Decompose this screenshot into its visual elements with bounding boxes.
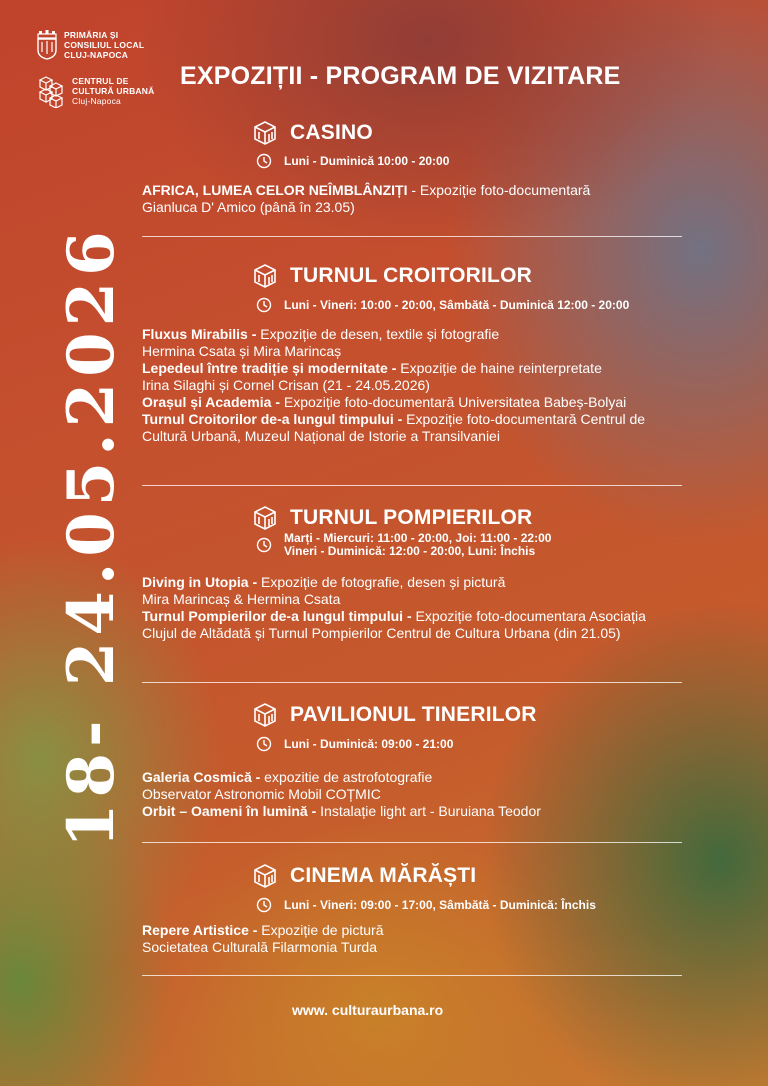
desc-line: Turnul Croitorilor de-a lungul timpului - Expoziție foto-documentară Centrul de <box>142 411 646 427</box>
primaria-line-1: PRIMĂRIA ȘI <box>64 30 119 40</box>
desc-line: Observator Astronomic Mobil COȚMIC <box>142 786 381 802</box>
hours-line: Marți - Miercuri: 11:00 - 20:00, Joi: 11:00 - 22:00 <box>284 531 552 545</box>
venue-description <box>142 922 732 956</box>
venue-description <box>142 769 732 820</box>
hours-line: Luni - Vineri: 09:00 - 17:00, Sâmbătă - Duminică: Închis <box>284 897 596 912</box>
desc-line: Turnul Pompierilor de-a lungul timpului - Expoziție foto-documentara Asociația <box>142 608 646 624</box>
venue-header-pavilionul-tinerilor <box>252 702 537 728</box>
venue-description <box>142 574 732 642</box>
divider <box>142 975 682 976</box>
venue-name: TURNUL POMPIERILOR <box>290 506 533 529</box>
city-crest-icon <box>36 30 58 60</box>
building-cube-icon <box>252 702 278 728</box>
desc-line: Lepedeul între tradiție și modernitate - Expoziție de haine reinterpretate <box>142 360 602 376</box>
clock-icon <box>256 297 272 313</box>
divider <box>142 236 682 237</box>
venue-hours <box>256 297 629 313</box>
venue-header-cinema-marasti <box>252 863 476 889</box>
building-cube-icon <box>252 120 278 146</box>
building-cube-icon <box>252 863 278 889</box>
venue-header-turnul-croitorilor <box>252 263 532 289</box>
desc-line: Orașul și Academia - Expoziție foto-documentară Universitatea Babeș-Bolyai <box>142 394 627 410</box>
page-title: EXPOZIȚII - PROGRAM DE VIZITARE <box>180 62 621 90</box>
building-cube-icon <box>252 505 278 531</box>
desc-line: Fluxus Mirabilis - Expoziție de desen, textile și fotografie <box>142 326 500 342</box>
venue-hours <box>256 532 551 558</box>
divider <box>142 485 682 486</box>
desc-line: Clujul de Altădată și Turnul Pompierilor Centrul de Cultura Urbana (din 21.05) <box>142 625 621 641</box>
building-cube-icon <box>252 263 278 289</box>
desc-line: AFRICA, LUMEA CELOR NEÎMBLÂNZIȚI - Expoziție foto-documentară <box>142 182 591 198</box>
venue-hours <box>256 897 596 913</box>
venue-header-casino <box>252 120 373 146</box>
venue-name: CINEMA MĂRĂȘTI <box>290 864 477 887</box>
venue-header-turnul-pompierilor <box>252 505 532 531</box>
desc-line: Orbit – Oameni în lumină - Instalație light art - Buruiana Teodor <box>142 803 541 819</box>
desc-line: Galeria Cosmică - expozitie de astrofotografie <box>142 769 433 785</box>
primaria-line-2: CONSILIUL LOCAL <box>64 40 145 50</box>
desc-line: Repere Artistice - Expoziție de pictură <box>142 922 384 938</box>
centrul-line-3: Cluj-Napoca <box>72 96 121 106</box>
desc-line: Irina Silaghi și Cornel Crisan (21 - 24.05.2026) <box>142 377 430 393</box>
venue-name: CASINO <box>290 121 373 144</box>
desc-line: Hermina Csata și Mira Marincaș <box>142 343 342 359</box>
venue-description <box>142 182 732 216</box>
venue-description <box>142 326 732 445</box>
desc-line: Diving in Utopia - Expoziție de fotografie, desen și pictură <box>142 574 506 590</box>
venue-hours <box>256 736 453 752</box>
desc-line: Cultură Urbană, Muzeul Național de Istorie a Transilvaniei <box>142 428 500 444</box>
hours-line: Luni - Duminică 10:00 - 20:00 <box>284 153 450 168</box>
clock-icon <box>256 897 272 913</box>
primaria-logo <box>36 30 154 60</box>
centrul-logo <box>36 74 154 108</box>
primaria-line-3: CLUJ-NAPOCA <box>64 50 129 60</box>
hours-line: Luni - Duminică: 09:00 - 21:00 <box>284 736 454 751</box>
hours-line: Luni - Vineri: 10:00 - 20:00, Sâmbătă - Duminică 12:00 - 20:00 <box>284 297 630 312</box>
centrul-line-1: CENTRUL DE <box>72 76 129 86</box>
clock-icon <box>256 153 272 169</box>
divider <box>142 842 682 843</box>
desc-line: Mira Marincaș & Hermina Csata <box>142 591 341 607</box>
desc-line: Societatea Culturală Filarmonia Turda <box>142 939 378 955</box>
cubes-logo-icon <box>36 74 66 108</box>
centrul-line-2: CULTURĂ URBANĂ <box>72 86 155 96</box>
clock-icon <box>256 537 272 553</box>
clock-icon <box>256 736 272 752</box>
website-link[interactable]: www. culturaurbana.ro <box>292 1002 444 1018</box>
venue-name: PAVILIONUL TINERILOR <box>290 703 537 726</box>
desc-line: Gianluca D' Amico (până în 23.05) <box>142 199 355 215</box>
venue-name: TURNUL CROITORILOR <box>290 264 532 287</box>
hours-line: Vineri - Duminică: 12:00 - 20:00, Luni: Închis <box>284 544 536 558</box>
venue-hours <box>256 153 449 169</box>
divider <box>142 682 682 683</box>
date-range: 18- 24.05.2026 <box>54 225 129 848</box>
logos <box>36 30 154 122</box>
